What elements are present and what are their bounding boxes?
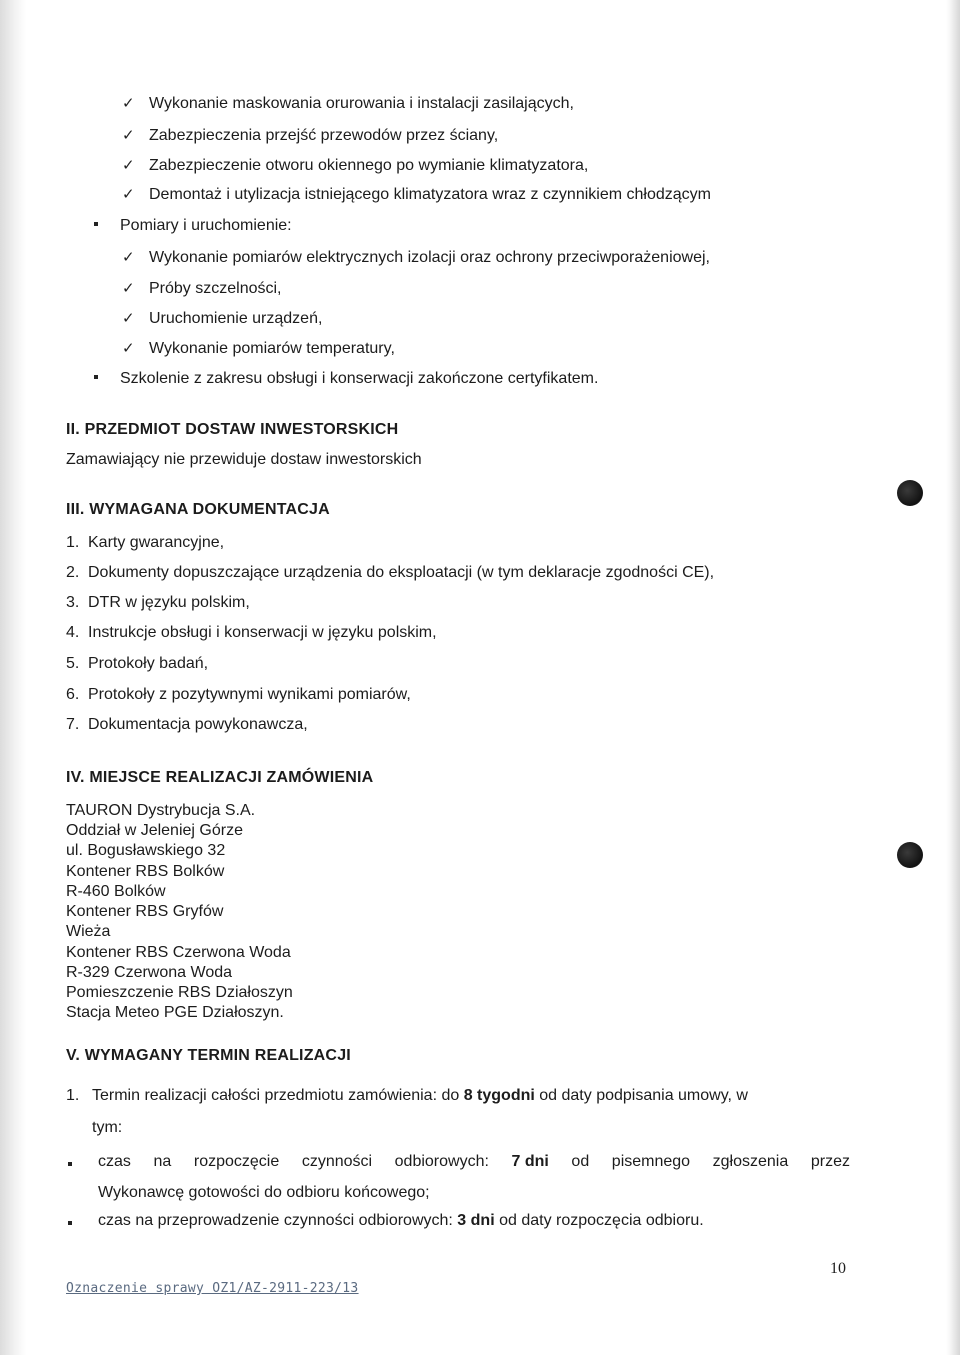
checklist-item-text: Zabezpieczenie otworu okiennego po wymianie klimatyzatora, xyxy=(149,157,589,174)
address-line: Oddział w Jeleniej Górze xyxy=(66,822,243,839)
numbered-item xyxy=(66,533,224,553)
checklist-item xyxy=(122,156,588,176)
item-number: 1. xyxy=(66,1087,80,1104)
address-line: Kontener RBS Bolków xyxy=(66,863,225,880)
word: czynności xyxy=(301,1153,373,1170)
checklist-item xyxy=(122,279,282,299)
item-text: Termin realizacji całości przedmiotu zamówienia: do xyxy=(92,1087,464,1104)
address-line: Stacja Meteo PGE Działoszyn. xyxy=(66,1004,284,1021)
word: odbiorowych: xyxy=(394,1153,489,1170)
checkmark-icon: ✓ xyxy=(122,127,135,144)
square-bullet-icon xyxy=(94,222,98,226)
checklist-item xyxy=(122,185,711,205)
item-text: Protokoły z pozytywnymi wynikami pomiarów, xyxy=(88,686,411,703)
address-line: Kontener RBS Czerwona Woda xyxy=(66,944,291,961)
bullet-item-bold: 3 dni xyxy=(457,1212,495,1229)
word: pisemnego xyxy=(611,1153,691,1170)
section-heading-4: IV. MIEJSCE REALIZACJI ZAMÓWIENIA xyxy=(66,769,374,786)
item-number: 5. xyxy=(66,655,80,672)
checklist-item xyxy=(122,309,322,329)
bullet-item-text: Szkolenie z zakresu obsługi i konserwacji zakończone certyfikatem. xyxy=(120,370,599,387)
address-line: R-329 Czerwona Woda xyxy=(66,964,233,981)
item-text: Dokumentacja powykonawcza, xyxy=(88,716,308,733)
checklist-item-text: Wykonanie maskowania orurowania i instalacji zasilających, xyxy=(149,95,574,112)
address-line: Wieża xyxy=(66,923,111,940)
checklist-item-text: Wykonanie pomiarów temperatury, xyxy=(149,340,395,357)
bullet-continuation: Wykonawcę gotowości do odbioru końcowego; xyxy=(98,1184,430,1201)
item-number: 7. xyxy=(66,716,80,733)
numbered-item xyxy=(66,593,250,613)
address-line: ul. Bogusławskiego 32 xyxy=(66,842,226,859)
punch-hole-bottom xyxy=(897,842,923,868)
punch-hole-top xyxy=(897,480,923,506)
checkmark-icon: ✓ xyxy=(122,95,135,112)
square-bullet-icon xyxy=(68,1221,72,1225)
bullet-line-justified xyxy=(98,1152,850,1172)
checkmark-icon: ✓ xyxy=(122,157,135,174)
item-continuation: tym: xyxy=(92,1119,123,1136)
item-text: Karty gwarancyjne, xyxy=(88,534,225,551)
bullet-item xyxy=(94,216,292,236)
numbered-item xyxy=(66,715,308,735)
section-heading-3: III. WYMAGANA DOKUMENTACJA xyxy=(66,501,330,518)
case-reference-footer: Oznaczenie sprawy OZ1/AZ-2911-223/13 xyxy=(66,1281,359,1296)
checklist-item xyxy=(122,94,574,114)
bullet-item-text: Pomiary i uruchomienie: xyxy=(120,217,292,234)
page-number: 10 xyxy=(830,1260,846,1277)
address-line: TAURON Dystrybucja S.A. xyxy=(66,802,256,819)
address-line: Kontener RBS Gryfów xyxy=(66,903,224,920)
word: na xyxy=(153,1153,172,1170)
word: czas xyxy=(98,1153,131,1170)
checklist-item-text: Zabezpieczenia przejść przewodów przez ściany, xyxy=(149,127,499,144)
item-text: DTR w języku polskim, xyxy=(88,594,250,611)
section-heading-2: II. PRZEDMIOT DOSTAW INWESTORSKICH xyxy=(66,421,399,438)
checklist-item xyxy=(122,339,395,359)
checkmark-icon: ✓ xyxy=(122,249,135,266)
square-bullet-icon xyxy=(68,1162,72,1166)
bullet-item-text: od daty rozpoczęcia odbioru. xyxy=(494,1212,704,1229)
item-text: od daty podpisania umowy, w xyxy=(534,1087,748,1104)
checkmark-icon: ✓ xyxy=(122,186,135,203)
section-text: Zamawiający nie przewiduje dostaw inwestorskich xyxy=(66,451,422,468)
item-text: Protokoły badań, xyxy=(88,655,209,672)
item-number: 6. xyxy=(66,686,80,703)
word: rozpoczęcie xyxy=(193,1153,280,1170)
numbered-item xyxy=(66,654,208,674)
item-number: 4. xyxy=(66,624,80,641)
checklist-item-text: Demontaż i utylizacja istniejącego klimatyzatora wraz z czynnikiem chłodzącym xyxy=(149,186,711,203)
numbered-item xyxy=(66,1086,748,1106)
checklist-item-text: Wykonanie pomiarów elektrycznych izolacji oraz ochrony przeciwporażeniowej, xyxy=(149,249,710,266)
item-number: 2. xyxy=(66,564,80,581)
checkmark-icon: ✓ xyxy=(122,340,135,357)
item-text: Instrukcje obsługi i konserwacji w języku polskim, xyxy=(88,624,437,641)
scan-left-edge xyxy=(0,0,26,1355)
numbered-item xyxy=(66,623,437,643)
checklist-item-text: Uruchomienie urządzeń, xyxy=(149,310,323,327)
square-bullet-icon xyxy=(94,375,98,379)
word: od xyxy=(571,1153,590,1170)
checklist-item xyxy=(122,248,710,268)
item-text-bold: 8 tygodni xyxy=(463,1087,535,1104)
bullet-item xyxy=(94,369,598,389)
bullet-item xyxy=(98,1211,704,1231)
item-text: Dokumenty dopuszczające urządzenia do eksploatacji (w tym deklaracje zgodności CE), xyxy=(88,564,715,581)
checklist-item-text: Próby szczelności, xyxy=(149,280,282,297)
address-line: Pomieszczenie RBS Działoszyn xyxy=(66,984,293,1001)
word-bold: 7 dni xyxy=(511,1153,549,1170)
item-number: 1. xyxy=(66,534,80,551)
checkmark-icon: ✓ xyxy=(122,280,135,297)
section-heading-5: V. WYMAGANY TERMIN REALIZACJI xyxy=(66,1047,351,1064)
bullet-item-text: czas na przeprowadzenie czynności odbiorowych: xyxy=(98,1212,458,1229)
checkmark-icon: ✓ xyxy=(122,310,135,327)
item-number: 3. xyxy=(66,594,80,611)
word: zgłoszenia xyxy=(712,1153,789,1170)
scan-right-edge xyxy=(946,0,960,1355)
checklist-item xyxy=(122,126,498,146)
address-line: R-460 Bolków xyxy=(66,883,166,900)
numbered-item xyxy=(66,685,411,705)
numbered-item xyxy=(66,563,714,583)
word: przez xyxy=(810,1153,850,1170)
